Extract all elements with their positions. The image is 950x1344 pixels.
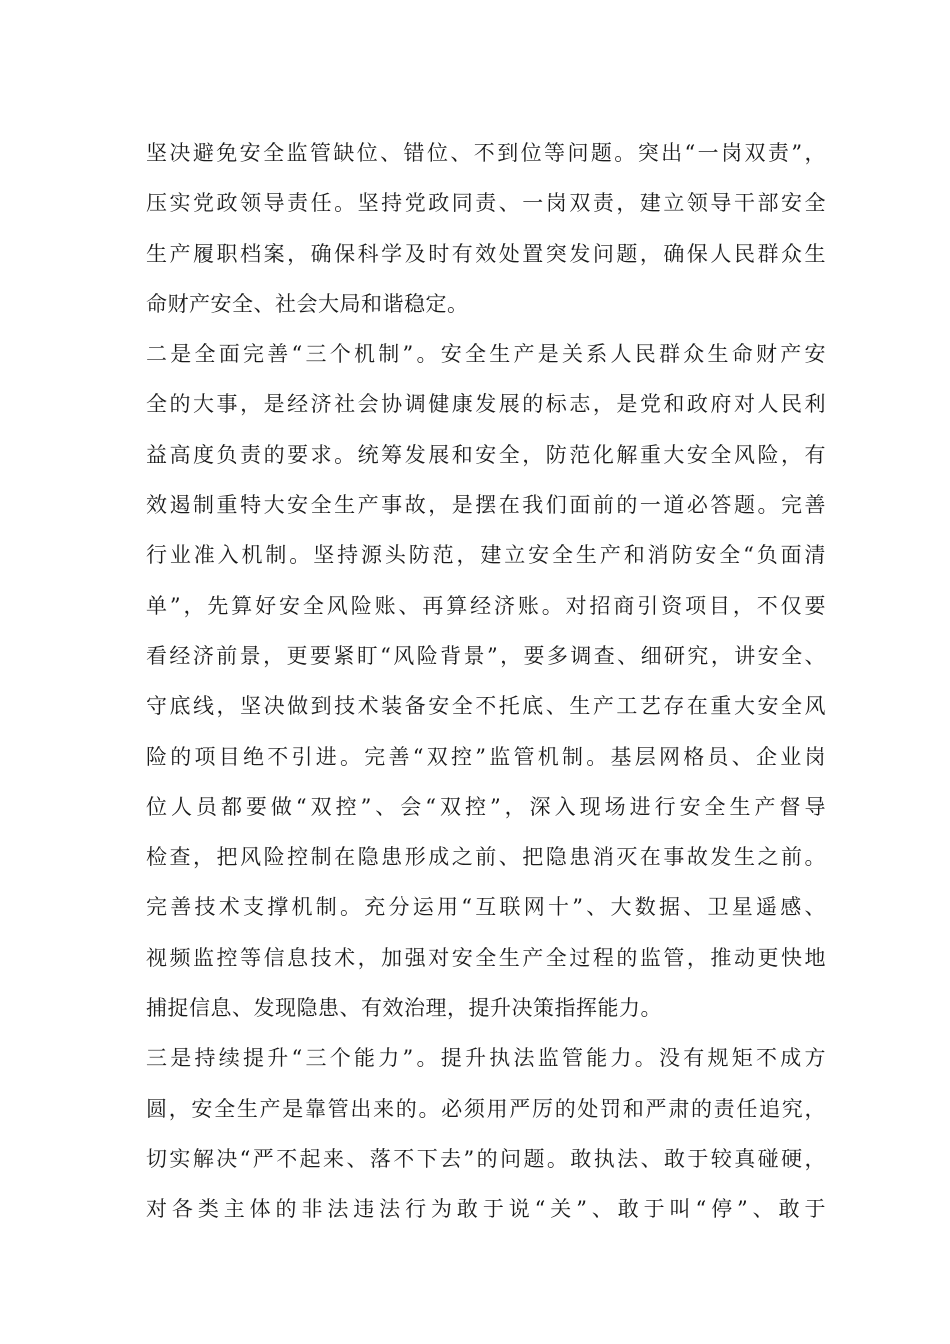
text-line: 险的项目绝不引进。完善“双控”监管机制。基层网格员、企业岗: [146, 744, 826, 769]
document-body: [146, 128, 826, 1235]
text-line: 位人员都要做“双控”、会“双控”，深入现场进行安全生产督导: [146, 794, 826, 819]
text-line: 看经济前景，更要紧盯“风险背景”，要多调查、细研究，讲安全、: [146, 643, 826, 668]
text-line: 二是全面完善“三个机制”。安全生产是关系人民群众生命财产安: [146, 342, 826, 367]
text-line: 视频监控等信息技术，加强对安全生产全过程的监管，推动更快地: [146, 945, 826, 970]
text-line: 全的大事，是经济社会协调健康发展的标志，是党和政府对人民利: [146, 392, 826, 417]
text-line: 三是持续提升“三个能力”。提升执法监管能力。没有规矩不成方: [146, 1046, 826, 1071]
text-line: 守底线，坚决做到技术装备安全不托底、生产工艺存在重大安全风: [146, 694, 826, 719]
text-line: 检查，把风险控制在隐患形成之前、把隐患消灭在事故发生之前。: [146, 845, 826, 870]
text-line: 压实党政领导责任。坚持党政同责、一岗双责，建立领导干部安全: [146, 191, 826, 216]
text-line: 坚决避免安全监管缺位、错位、不到位等问题。突出“一岗双责”，: [146, 141, 826, 165]
text-line: 益高度负责的要求。统筹发展和安全，防范化解重大安全风险，有: [146, 442, 826, 467]
text-line: 行业准入机制。坚持源头防范，建立安全生产和消防安全“负面清: [146, 543, 826, 568]
text-line: 单”，先算好安全风险账、再算经济账。对招商引资项目，不仅要: [146, 593, 826, 618]
text-line: 生产履职档案，确保科学及时有效处置突发问题，确保人民群众生: [146, 241, 826, 266]
text-line: 切实解决“严不起来、落不下去”的问题。敢执法、敢于较真碰硬，: [146, 1146, 826, 1171]
text-line: 效遏制重特大安全生产事故，是摆在我们面前的一道必答题。完善: [146, 493, 826, 518]
text-line: 对各类主体的非法违法行为敢于说“关”、敢于叫“停”、敢于: [146, 1197, 826, 1222]
text-line: 完善技术支撑机制。充分运用“互联网十”、大数据、卫星遥感、: [146, 895, 826, 920]
text-line: 圆，安全生产是靠管出来的。必须用严厉的处罚和严肃的责任追究，: [146, 1096, 826, 1121]
text-line: 捕捉信息、发现隐患、有效治理，提升决策指挥能力。: [146, 996, 662, 1021]
text-line: 命财产安全、社会大局和谐稳定。: [146, 291, 469, 316]
